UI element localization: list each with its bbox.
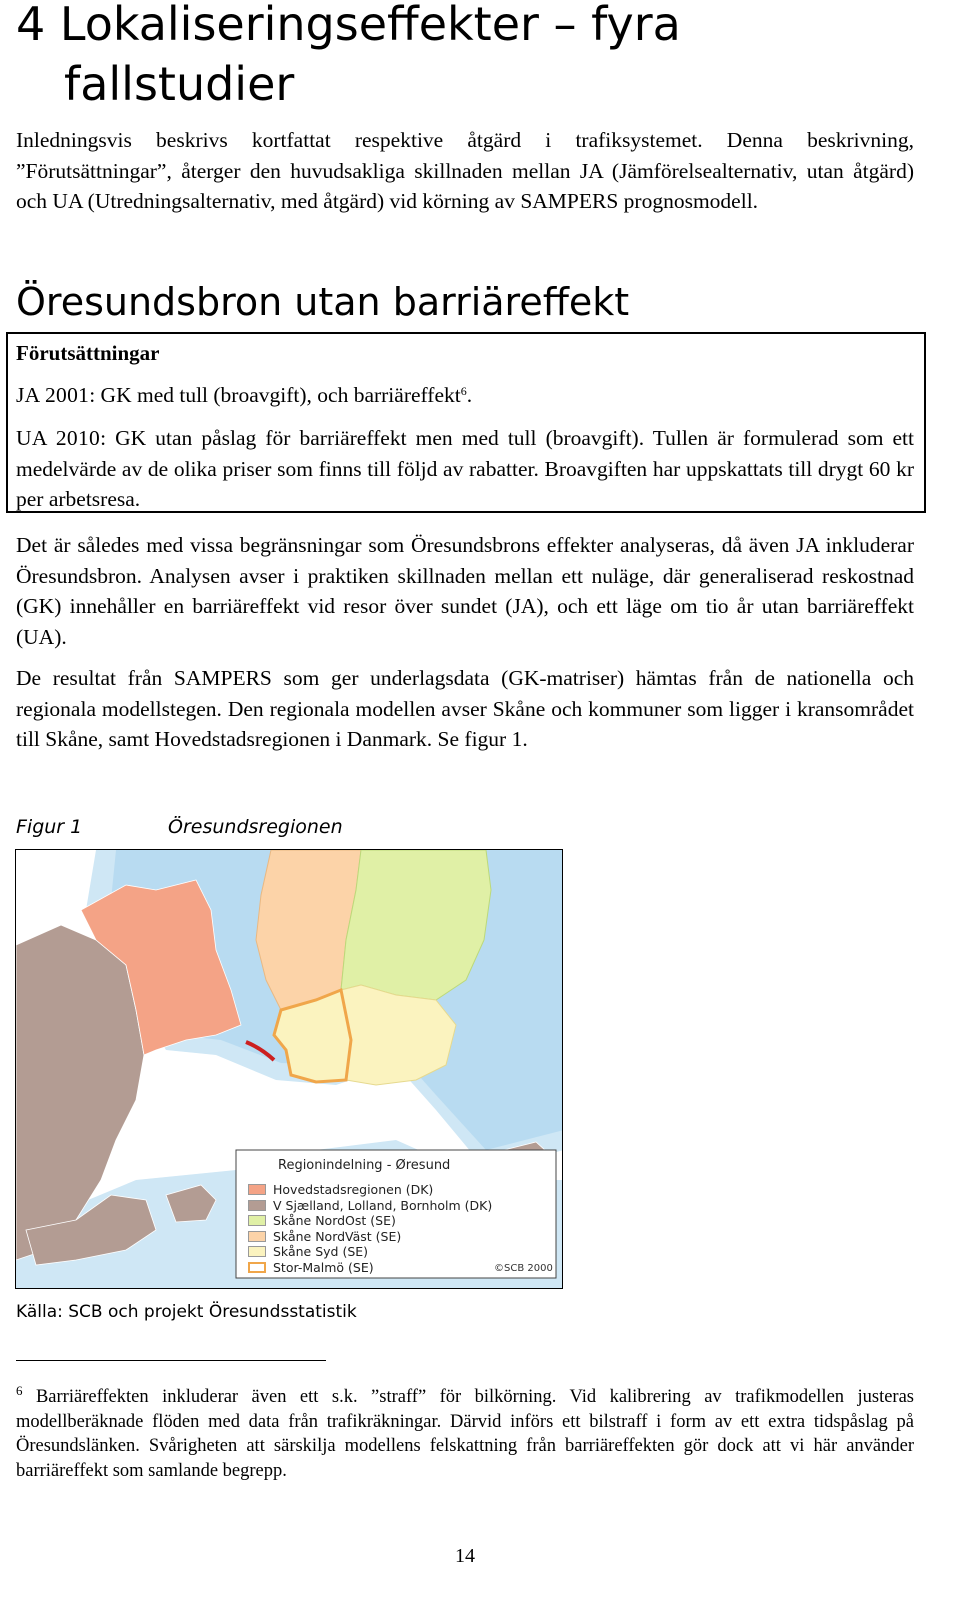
legend-item: [248, 1213, 492, 1229]
ua-text: : GK utan påslag för barriäreffekt men med tull (broavgift). Tullen är formulerad som ett medelvärde av de olika priser som finns till följd av rabatter. Broavgiften har uppskattats till drygt 60 kr per arbetsresa.: [16, 426, 915, 511]
legend-label: Skåne NordOst (SE): [273, 1213, 396, 1228]
figure-source: Källa: SCB och projekt Öresundsstatistik: [16, 1302, 357, 1322]
figure-label: Figur 1: [16, 816, 83, 838]
legend-item: [248, 1198, 492, 1214]
conditions-heading: Förutsättningar: [16, 341, 160, 365]
page-number: 14: [455, 1545, 475, 1567]
legend-swatch: [248, 1231, 266, 1242]
legend-list: [248, 1182, 492, 1275]
section-title: Öresundsbron utan barriäreffekt: [16, 280, 630, 324]
legend-swatch: [248, 1262, 266, 1273]
ja-label: JA 2001: [16, 383, 90, 407]
chapter-number: 4: [16, 0, 46, 51]
ja-condition: [16, 380, 914, 411]
footnote-text: Barriäreffekten inkluderar även ett s.k. ”straff” för bilkörning. Vid kalibrering av trafikmodellen justeras modellberäknade flöden med data från trafikräkningar. Därvid införs ett bilstraff i form av ett extra tidspåslag på Öresundslänken. Svårigheten att särskilja modellens felskattning från barriäreffekten gör dock att vi här använder barriäreffekt som samlande begrepp.: [16, 1387, 915, 1481]
ja-text: : GK med tull (broavgift), och barriäreffekt: [89, 383, 461, 407]
footnote: [16, 1385, 914, 1483]
figure-title: Öresundsregionen: [168, 816, 343, 838]
legend-swatch: [248, 1215, 266, 1226]
legend-item: [248, 1244, 492, 1260]
region-map: [15, 849, 563, 1289]
legend-item: [248, 1182, 492, 1198]
legend-label: Skåne NordVäst (SE): [273, 1228, 402, 1244]
legend-label: Stor-Malmö (SE): [273, 1259, 374, 1275]
legend-swatch: [248, 1184, 266, 1195]
chapter-heading: [16, 0, 681, 54]
footnote-divider: [16, 1360, 326, 1361]
chapter-title-line1: Lokaliseringseffekter – fyra: [59, 0, 681, 51]
legend-label: Hovedstadsregionen (DK): [273, 1182, 434, 1197]
footnote-number: 6: [16, 1383, 23, 1398]
chapter-title-line2: fallstudier: [64, 57, 295, 111]
legend-label: V Sjælland, Lolland, Bornholm (DK): [273, 1197, 493, 1213]
body-paragraph-1: Det är således med vissa begränsningar som Öresundsbrons effekter analyseras, då även JA inkluderar Öresundsbron. Analysen avser i praktiken skillnaden mellan ett nuläge, där generaliserad reskostnad (GK) innehåller en barriäreffekt vid resor över sundet (JA), och ett läge om tio år utan barriäreffekt (UA).: [16, 533, 914, 649]
ja-end: .: [466, 383, 473, 407]
legend-swatch: [248, 1200, 266, 1211]
legend-item: [248, 1229, 492, 1245]
map-copyright: ©SCB 2000: [494, 1263, 553, 1274]
ua-label: UA 2010: [16, 426, 101, 450]
ua-condition: [16, 423, 914, 515]
body-paragraph-2: De resultat från SAMPERS som ger underlagsdata (GK-matriser) hämtas från de nationella och regionala modellstegen. Den regionala modellen avser Skåne och kommuner som ligger i kransområdet till Skåne, samt Hovedstadsregionen i Danmark. Se figur 1.: [16, 666, 914, 751]
footnote-reference[interactable]: 6: [460, 384, 467, 398]
legend-swatch: [248, 1246, 266, 1257]
legend-title: Regionindelning - Øresund: [278, 1158, 451, 1173]
legend-label: Skåne Syd (SE): [273, 1244, 369, 1259]
intro-paragraph: Inledningsvis beskrivs kortfattat respektive åtgärd i trafiksystemet. Denna beskrivning, ”Förutsättningar”, återger den huvudsakliga skillnaden mellan JA (Jämförelsealternativ, utan åtgärd) och UA (Utredningsalternativ, med åtgärd) vid körning av SAMPERS prognosmodell.: [16, 128, 914, 213]
legend-item: [248, 1260, 492, 1276]
